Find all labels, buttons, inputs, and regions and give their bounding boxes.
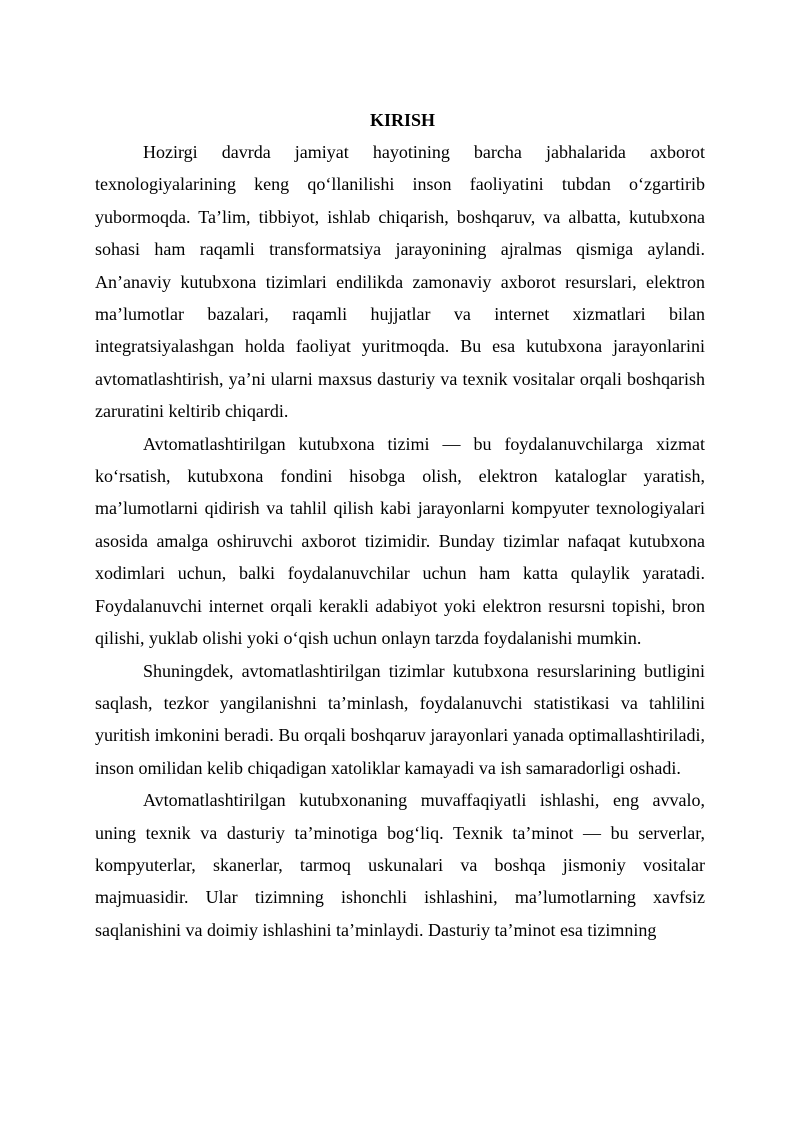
section-heading: KIRISH: [369, 110, 436, 130]
paragraph-4: Avtomatlashtirilgan kutubxonaning muvaffaqiyatli ishlashi, eng avvalo, uning texnik va dasturiy ta’minotiga bog‘liq. Texnik ta’minot — bu serverlar, kompyuterlar, skanerlar, tarmoq uskunalari va boshqa jismoniy vositalar majmuasidir. Ular tizimning ishonchli ishlashini, ma’lumotlarning xavfsiz saqlanishini va doimiy ishlashini ta’minlaydi. Dasturiy ta’minot esa tizimning: [95, 790, 705, 940]
paragraph-3: Shuningdek, avtomatlashtirilgan tizimlar kutubxona resurslarining butligini saqlash, tezkor yangilanishni ta’minlash, foydalanuvchi statistikasi va tahlilini yuritish imkonini beradi. Bu orqali boshqaruv jarayonlari yanada optimallashtiriladi, inson omilidan kelib chiqadigan xatoliklar kamayadi va ish samaradorligi oshadi.: [95, 660, 705, 778]
page-content: [95, 104, 705, 946]
paragraph-1: Hozirgi davrda jamiyat hayotining barcha jabhalarida axborot texnologiyalarining keng qo‘llanilishi inson faoliyatini tubdan o‘zgartirib yubormoqda. Ta’lim, tibbiyot, ishlab chiqarish, boshqaruv, va albatta, kutubxona sohasi ham raqamli transformatsiya jarayonining ajralmas qismiga aylandi. An’anaviy kutubxona tizimlari endilikda zamonaviy axborot resurslari, elektron ma’lumotlar bazalari, raqamli hujjatlar va internet xizmatlari bilan integratsiyalashgan holda faoliyat yuritmoqda. Bu esa kutubxona jarayonlarini avtomatlashtirish, ya’ni ularni maxsus dasturiy va texnik vositalar orqali boshqarish zaruratini keltirib chiqardi.: [95, 142, 705, 422]
paragraph-2: Avtomatlashtirilgan kutubxona tizimi — bu foydalanuvchilarga xizmat ko‘rsatish, kutubxona fondini hisobga olish, elektron kataloglar yaratish, ma’lumotlarni qidirish va tahlil qilish kabi jarayonlarni kompyuter texnologiyalari asosida amalga oshiruvchi axborot tizimidir. Bunday tizimlar nafaqat kutubxona xodimlari uchun, balki foydalanuvchilar uchun ham katta qulaylik yaratadi. Foydalanuvchi internet orqali kerakli adabiyot yoki elektron resursni topishi, bron qilishi, yuklab olishi yoki o‘qish uchun onlayn tarzda foydalanishi mumkin.: [95, 433, 705, 649]
